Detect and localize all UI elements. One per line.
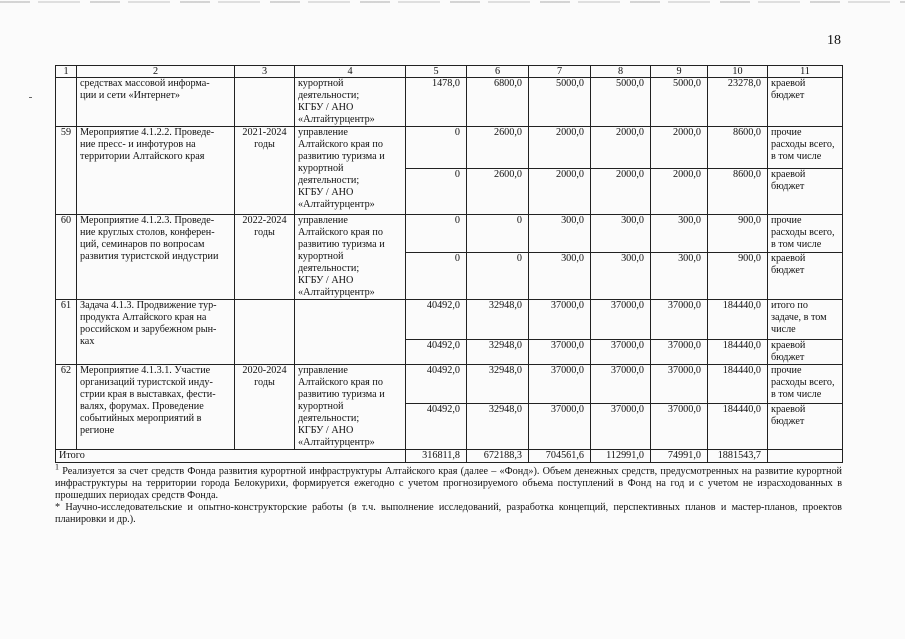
value-cell: 6800,0 xyxy=(467,78,529,127)
executor-cell: управление Алтайского края по развитию туризма и курортной деятельности; КГБУ / АНО «Алтайтурцентр» xyxy=(295,215,406,300)
executor-cell: управление Алтайского края по развитию туризма и курортной деятельности; КГБУ / АНО «Алтайтурцентр» xyxy=(295,127,406,215)
value-cell: 37000,0 xyxy=(591,404,651,450)
footnote-1 xyxy=(55,462,842,502)
total-row xyxy=(56,450,843,463)
source-cell xyxy=(768,450,843,463)
source-cell: краевой бюджет xyxy=(768,169,843,215)
value-cell: 37000,0 xyxy=(651,365,708,404)
value-cell: 0 xyxy=(406,169,467,215)
row-number-cell: 61 xyxy=(56,300,77,365)
source-cell: краевой бюджет xyxy=(768,404,843,450)
value-cell: 40492,0 xyxy=(406,365,467,404)
row-number-cell: 59 xyxy=(56,127,77,215)
value-cell: 32948,0 xyxy=(467,300,529,340)
value-cell: 184440,0 xyxy=(708,404,768,450)
value-cell: 32948,0 xyxy=(467,404,529,450)
total-value-cell: 74991,0 xyxy=(651,450,708,463)
value-cell: 40492,0 xyxy=(406,404,467,450)
header-row xyxy=(56,66,843,78)
value-cell: 300,0 xyxy=(529,253,591,300)
source-cell: итого по задаче, в том числе xyxy=(768,300,843,340)
value-cell: 300,0 xyxy=(529,215,591,253)
value-cell: 37000,0 xyxy=(529,340,591,365)
value-cell: 37000,0 xyxy=(591,300,651,340)
table-row xyxy=(56,127,843,169)
value-cell: 900,0 xyxy=(708,253,768,300)
page-number: 18 xyxy=(827,33,841,48)
value-cell: 8600,0 xyxy=(708,169,768,215)
value-cell: 23278,0 xyxy=(708,78,768,127)
value-cell: 37000,0 xyxy=(651,340,708,365)
value-cell: 40492,0 xyxy=(406,300,467,340)
value-cell: 0 xyxy=(406,127,467,169)
footnote-1-text: Реализуется за счет средств Фонда развития курортной инфраструктуры Алтайского края (далее – «Фонд»). Объем денежных средств, предусмотренных на развитие курортной инфраструктуры на территории города Белокурихи, формируется ежегодно с учетом прогнозируемого объема поступлений в Фонд на год и с учетом не израсходованных в прошедших периодах средств Фонда. xyxy=(55,466,842,501)
table-row xyxy=(56,365,843,404)
value-cell: 37000,0 xyxy=(591,365,651,404)
executor-cell xyxy=(295,300,406,365)
source-cell: краевой бюджет xyxy=(768,253,843,300)
years-cell xyxy=(235,78,295,127)
total-value-cell: 1881543,7 xyxy=(708,450,768,463)
value-cell: 2000,0 xyxy=(529,169,591,215)
name-cell: средствах массовой информа- ции и сети «Интернет» xyxy=(77,78,235,127)
value-cell: 184440,0 xyxy=(708,300,768,340)
executor-cell: курортной деятельности; КГБУ / АНО «Алтайтурцентр» xyxy=(295,78,406,127)
column-header: 9 xyxy=(651,66,708,78)
footnotes xyxy=(55,462,842,526)
executor-cell: управление Алтайского края по развитию туризма и курортной деятельности; КГБУ / АНО «Алтайтурцентр» xyxy=(295,365,406,450)
column-header: 1 xyxy=(56,66,77,78)
years-cell: 2020-2024 годы xyxy=(235,365,295,450)
source-cell: краевой бюджет xyxy=(768,340,843,365)
column-header: 7 xyxy=(529,66,591,78)
value-cell: 40492,0 xyxy=(406,340,467,365)
table-row xyxy=(56,300,843,340)
years-cell: 2021-2024 годы xyxy=(235,127,295,215)
value-cell: 2000,0 xyxy=(651,127,708,169)
value-cell: 184440,0 xyxy=(708,365,768,404)
value-cell: 37000,0 xyxy=(591,340,651,365)
years-cell xyxy=(235,300,295,365)
source-cell: краевой бюджет xyxy=(768,78,843,127)
value-cell: 37000,0 xyxy=(529,300,591,340)
total-value-cell: 704561,6 xyxy=(529,450,591,463)
value-cell: 300,0 xyxy=(591,215,651,253)
column-header: 2 xyxy=(77,66,235,78)
value-cell: 300,0 xyxy=(651,253,708,300)
value-cell: 2000,0 xyxy=(591,127,651,169)
value-cell: 8600,0 xyxy=(708,127,768,169)
value-cell: 0 xyxy=(406,215,467,253)
name-cell: Задача 4.1.3. Продвижение тур- продукта Алтайского края на российском и зарубежном рын- ках xyxy=(77,300,235,365)
total-label: Итого xyxy=(56,450,406,463)
column-header: 10 xyxy=(708,66,768,78)
column-header: 8 xyxy=(591,66,651,78)
total-value-cell: 672188,3 xyxy=(467,450,529,463)
footnote-1-mark: 1 xyxy=(55,462,59,472)
table-row xyxy=(56,78,843,127)
value-cell: 900,0 xyxy=(708,215,768,253)
column-header: 11 xyxy=(768,66,843,78)
name-cell: Мероприятие 4.1.2.2. Проведе- ние пресс- и инфотуров на территории Алтайского края xyxy=(77,127,235,215)
value-cell: 2600,0 xyxy=(467,127,529,169)
footnote-2: * Научно-исследовательские и опытно-конструкторские работы (в т.ч. выполнение исследований, разработка концепций, перспективных планов и мастер-планов, проектов планировки и др.). xyxy=(55,502,842,525)
table-row xyxy=(56,215,843,253)
source-cell: прочие расходы всего, в том числе xyxy=(768,127,843,169)
total-value-cell: 316811,8 xyxy=(406,450,467,463)
value-cell: 184440,0 xyxy=(708,340,768,365)
row-number-cell: 62 xyxy=(56,365,77,450)
name-cell: Мероприятие 4.1.2.3. Проведе- ние круглых столов, конферен- ций, семинаров по вопросам развития туристской индустрии xyxy=(77,215,235,300)
value-cell: 32948,0 xyxy=(467,340,529,365)
value-cell: 300,0 xyxy=(591,253,651,300)
value-cell: 5000,0 xyxy=(529,78,591,127)
value-cell: 5000,0 xyxy=(591,78,651,127)
value-cell: 37000,0 xyxy=(651,300,708,340)
source-cell: прочие расходы всего, в том числе xyxy=(768,215,843,253)
value-cell: 37000,0 xyxy=(529,365,591,404)
value-cell: 37000,0 xyxy=(651,404,708,450)
value-cell: 0 xyxy=(406,253,467,300)
value-cell: 300,0 xyxy=(651,215,708,253)
value-cell: 2000,0 xyxy=(651,169,708,215)
column-header: 4 xyxy=(295,66,406,78)
budget-table xyxy=(55,65,843,463)
value-cell: 2000,0 xyxy=(529,127,591,169)
column-header: 3 xyxy=(235,66,295,78)
value-cell: 2000,0 xyxy=(591,169,651,215)
value-cell: 2600,0 xyxy=(467,169,529,215)
value-cell: 0 xyxy=(467,215,529,253)
row-number-cell: 60 xyxy=(56,215,77,300)
scan-mark xyxy=(29,97,32,98)
years-cell: 2022-2024 годы xyxy=(235,215,295,300)
value-cell: 5000,0 xyxy=(651,78,708,127)
column-header: 6 xyxy=(467,66,529,78)
row-number-cell xyxy=(56,78,77,127)
value-cell: 37000,0 xyxy=(529,404,591,450)
total-value-cell: 112991,0 xyxy=(591,450,651,463)
value-cell: 1478,0 xyxy=(406,78,467,127)
column-header: 5 xyxy=(406,66,467,78)
scan-edge xyxy=(0,1,905,3)
value-cell: 0 xyxy=(467,253,529,300)
source-cell: прочие расходы всего, в том числе xyxy=(768,365,843,404)
name-cell: Мероприятие 4.1.3.1. Участие организаций туристской инду- стрии края в выставках, фести- валях, форумах. Проведение событийных мероприятий в регионе xyxy=(77,365,235,450)
value-cell: 32948,0 xyxy=(467,365,529,404)
